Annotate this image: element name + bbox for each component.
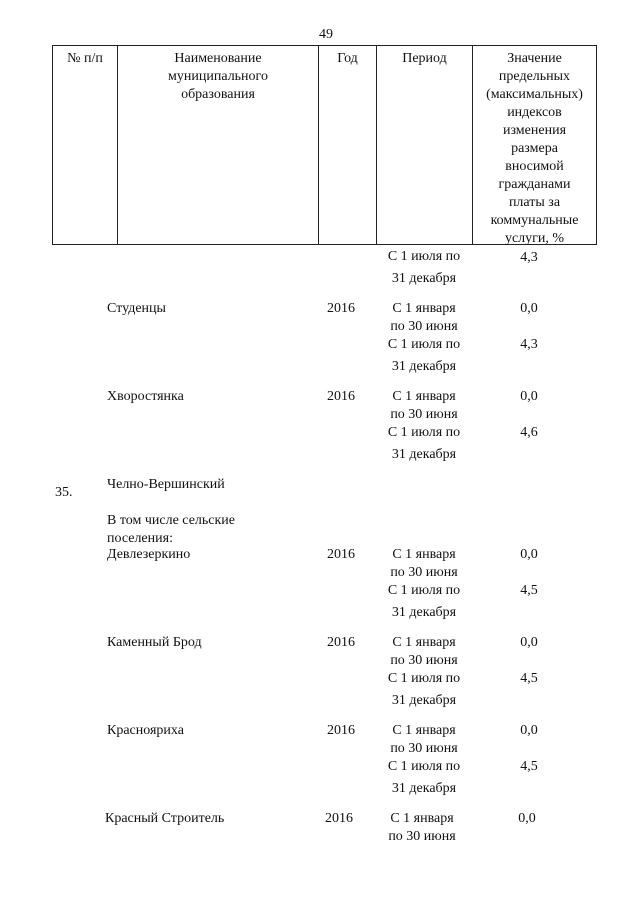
year-cell: 2016 [327, 389, 355, 404]
header-top-border [52, 45, 597, 46]
value-cell: 4,5 [520, 671, 538, 686]
header-col-name: Наименование муниципального образования [168, 51, 268, 102]
period-cell [378, 388, 470, 464]
header-col-border [596, 45, 597, 245]
period-line: по 30 июня [390, 741, 458, 756]
year-cell: 2016 [327, 547, 355, 562]
period-line: С 1 июля по [387, 671, 461, 686]
value-cell: 4,3 [520, 250, 538, 265]
year-cell: 2016 [325, 811, 353, 826]
period-line: по 30 июня [390, 319, 458, 334]
period-cell [378, 634, 470, 710]
settlement-name: Хворостянка [107, 389, 184, 404]
period-line: по 30 июня [390, 407, 458, 422]
period-line: С 1 января [392, 635, 456, 650]
district-number: 35. [55, 485, 73, 500]
header-col-period: Период [402, 51, 447, 66]
period-line: по 30 июня [390, 653, 458, 668]
header-col-value: Значение предельных (максимальных) индексов изменения размера вносимой гражданами платы за коммунальные услуги, % [486, 51, 583, 246]
value-cell: 0,0 [518, 811, 536, 826]
value-cell: 0,0 [520, 635, 538, 650]
period-line: 31 декабря [391, 693, 457, 708]
subtitle-line: поселения: [107, 531, 173, 546]
settlement-name: Студенцы [107, 301, 166, 316]
settlement-name: Девлезеркино [107, 547, 191, 562]
period-line: С 1 июля по [387, 249, 461, 264]
period-line: 31 декабря [391, 605, 457, 620]
subtitle-line: В том числе сельские [107, 513, 236, 528]
period-line: по 30 июня [390, 565, 458, 580]
value-cell: 0,0 [520, 389, 538, 404]
year-cell: 2016 [327, 301, 355, 316]
period-line: 31 декабря [391, 359, 457, 374]
period-line: С 1 января [390, 811, 454, 826]
header-col-border [318, 45, 319, 245]
period-line: С 1 июля по [387, 759, 461, 774]
period-line: С 1 июля по [387, 583, 461, 598]
settlement-name: Каменный Брод [107, 635, 202, 650]
period-line: 31 декабря [391, 447, 457, 462]
value-cell: 4,3 [520, 337, 538, 352]
value-cell: 0,0 [520, 301, 538, 316]
value-cell: 4,6 [520, 425, 538, 440]
settlement-name: Краснояриха [107, 723, 184, 738]
value-cell: 0,0 [520, 723, 538, 738]
period-line: С 1 января [392, 547, 456, 562]
header-col-year: Год [337, 51, 358, 66]
header-col-border [376, 45, 377, 245]
period-cell [378, 722, 470, 798]
period-line: С 1 января [392, 389, 456, 404]
header-col-border [52, 45, 53, 245]
year-cell: 2016 [327, 723, 355, 738]
period-line: С 1 июля по [387, 425, 461, 440]
header-col-number: № п/п [67, 51, 103, 66]
period-line: 31 декабря [391, 271, 457, 286]
page-number: 49 [319, 27, 333, 42]
subtitle [107, 512, 235, 548]
period-line: 31 декабря [391, 781, 457, 796]
period-cell [378, 546, 470, 622]
period-line: С 1 января [392, 301, 456, 316]
district-name: Челно-Вершинский [107, 477, 225, 492]
settlement-name: Красный Строитель [105, 811, 225, 826]
period-line: С 1 января [392, 723, 456, 738]
period-line: С 1 июля по [387, 337, 461, 352]
value-cell: 4,5 [520, 583, 538, 598]
period-line: по 30 июня [388, 829, 456, 844]
period-cell [378, 300, 470, 376]
value-cell: 0,0 [520, 547, 538, 562]
value-cell: 4,5 [520, 759, 538, 774]
period-cell [378, 248, 470, 288]
year-cell: 2016 [327, 635, 355, 650]
period-cell [376, 810, 468, 846]
